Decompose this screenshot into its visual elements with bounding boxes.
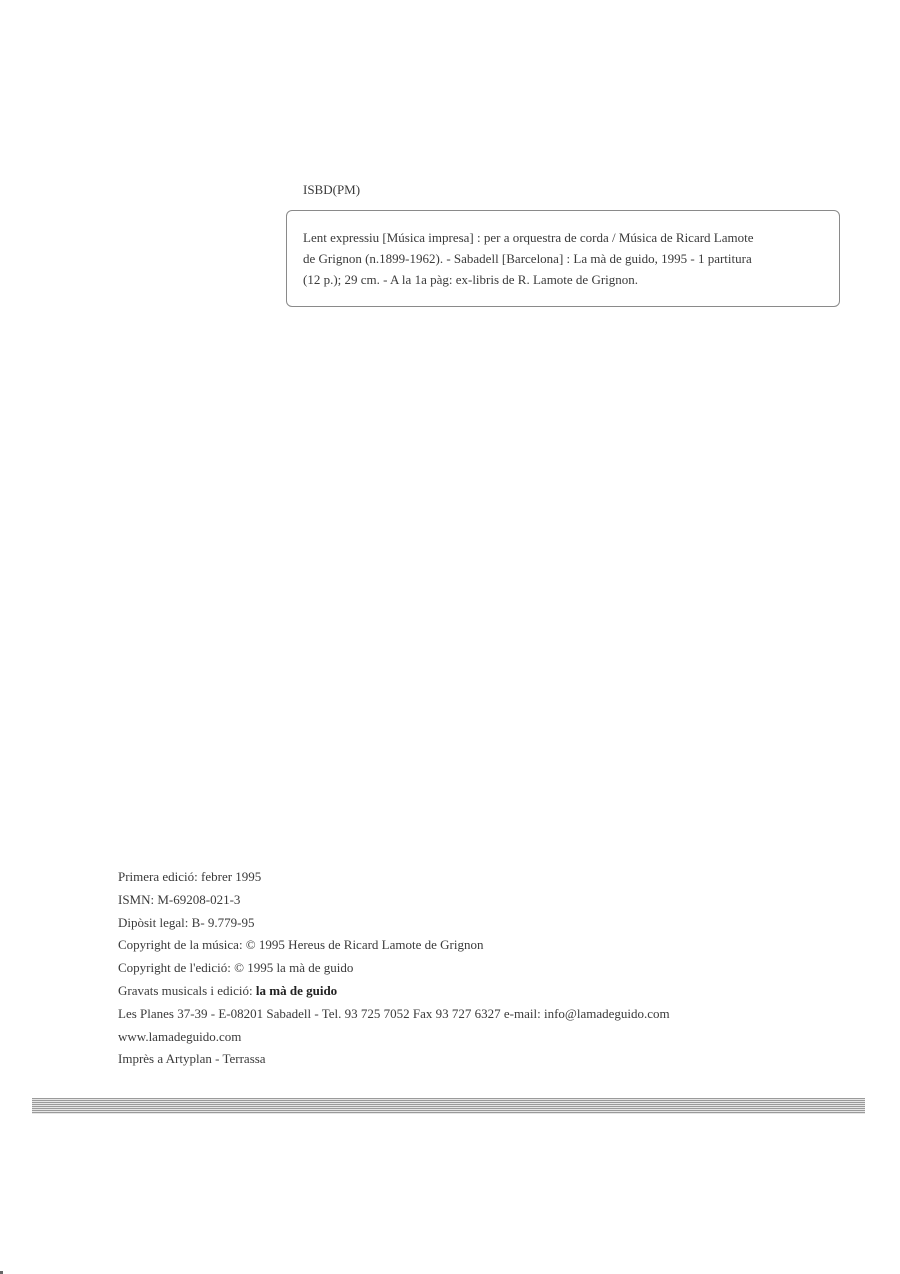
ismn-line: ISMN: M-69208-021-3 — [118, 891, 241, 907]
first-edition-line: Primera edició: febrer 1995 — [118, 869, 262, 884]
catalog-record-line-2: de Grignon (n.1899-1962). - Sabadell [Barcelona] : La mà de guido, 1995 - 1 partitura — [303, 251, 752, 266]
engraving-line — [118, 980, 670, 1003]
isbd-label: ISBD(PM) — [303, 182, 361, 197]
printer-line: Imprès a Artyplan - Terrassa — [118, 1051, 266, 1067]
catalog-record-line-3: (12 p.); 29 cm. - A la 1a pàg: ex-libris de R. Lamote de Grignon. — [303, 272, 639, 287]
catalog-record-line-1: Lent expressiu [Música impresa] : per a orquestra de corda / Música de Ricard Lamote — [303, 230, 754, 245]
publisher-name: la mà de guido — [255, 982, 338, 998]
engraving-label: Gravats musicals i edició: — [118, 982, 256, 998]
catalog-record-box — [286, 210, 840, 307]
footer-rule — [32, 1098, 865, 1114]
edition-copyright-line: Copyright de l'edició: © 1995 la mà de guido — [118, 960, 354, 976]
address-line: Les Planes 37-39 - E-08201 Sabadell - Tel. 93 725 7052 Fax 93 727 6327 e-mail: info@lamadeguido.com — [118, 1005, 670, 1021]
music-copyright-line: Copyright de la música: © 1995 Hereus de Ricard Lamote de Grignon — [118, 937, 484, 953]
colophon — [118, 866, 670, 1071]
legal-deposit-line: Dipòsit legal: B- 9.779-95 — [118, 914, 255, 930]
website-line: www.lamadeguido.com — [118, 1028, 242, 1044]
catalog-record-text — [303, 227, 827, 290]
